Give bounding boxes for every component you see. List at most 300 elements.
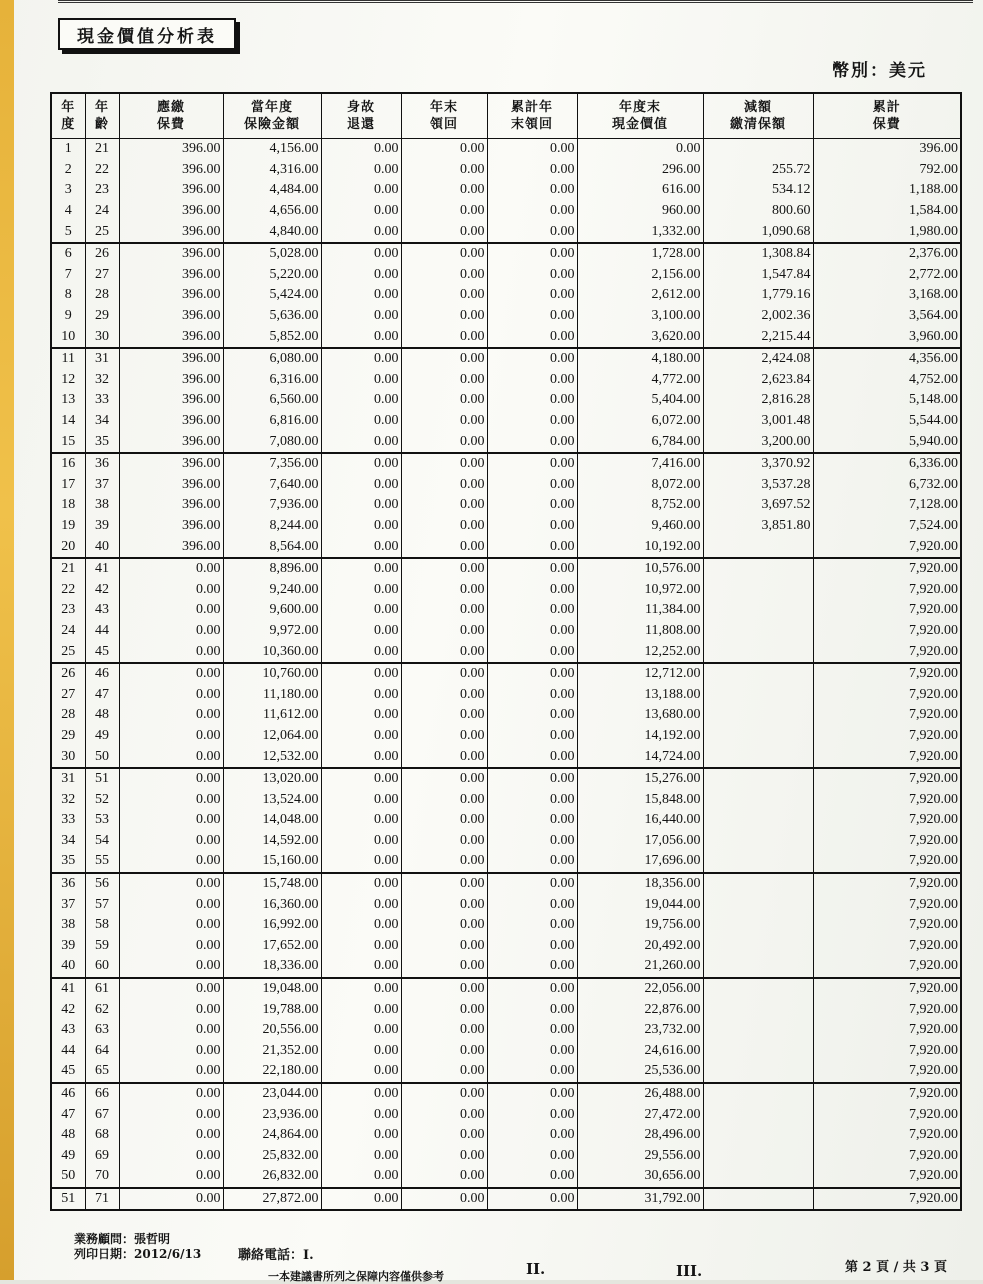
cell-age: 44: [85, 621, 119, 642]
col-header-year-end-payout: 年末 領回: [401, 93, 487, 139]
cell-cash-value: 14,192.00: [577, 726, 703, 747]
cell-cash-value: 27,472.00: [577, 1104, 703, 1125]
binder-edge: [0, 0, 14, 1280]
cell-age: 58: [85, 915, 119, 936]
cell-age: 56: [85, 873, 119, 895]
cell-cumulative-payout: 0.00: [487, 956, 577, 978]
cell-year: 13: [51, 390, 85, 411]
cell-cumulative-payout: 0.00: [487, 663, 577, 685]
col-header-cumulative-payout: 累計年 末領回: [487, 93, 577, 139]
cell-year: 28: [51, 705, 85, 726]
cell-cumulative-payout: 0.00: [487, 370, 577, 391]
cell-sum-insured: 16,992.00: [223, 915, 321, 936]
cell-cumulative-premium: 6,336.00: [813, 453, 961, 475]
cell-year: 43: [51, 1020, 85, 1041]
cell-reduced-paid-up: [703, 956, 813, 978]
cell-sum-insured: 19,788.00: [223, 999, 321, 1020]
cell-cumulative-premium: 2,376.00: [813, 243, 961, 265]
cell-year: 32: [51, 789, 85, 810]
table-row: [51, 160, 961, 181]
cell-year-end-payout: 0.00: [401, 936, 487, 957]
cell-year: 3: [51, 180, 85, 201]
cell-sum-insured: 19,048.00: [223, 978, 321, 1000]
cell-death-refund: 0.00: [321, 978, 401, 1000]
cell-reduced-paid-up: 3,200.00: [703, 431, 813, 453]
cell-year-end-payout: 0.00: [401, 326, 487, 348]
cell-premium-due: 396.00: [119, 139, 223, 160]
cell-age: 38: [85, 495, 119, 516]
cell-cumulative-payout: 0.00: [487, 810, 577, 831]
cell-age: 32: [85, 370, 119, 391]
cell-age: 47: [85, 684, 119, 705]
cell-cash-value: 0.00: [577, 139, 703, 160]
table-row: [51, 1020, 961, 1041]
cell-cumulative-premium: 7,920.00: [813, 641, 961, 663]
cell-death-refund: 0.00: [321, 160, 401, 181]
cell-death-refund: 0.00: [321, 348, 401, 370]
cell-year-end-payout: 0.00: [401, 915, 487, 936]
cell-reduced-paid-up: 1,308.84: [703, 243, 813, 265]
cell-premium-due: 0.00: [119, 810, 223, 831]
cell-cash-value: 30,656.00: [577, 1166, 703, 1188]
cell-age: 63: [85, 1020, 119, 1041]
cell-death-refund: 0.00: [321, 831, 401, 852]
table-row: [51, 746, 961, 768]
cell-year: 10: [51, 326, 85, 348]
cell-reduced-paid-up: [703, 663, 813, 685]
cell-cash-value: 24,616.00: [577, 1041, 703, 1062]
cell-cumulative-payout: 0.00: [487, 243, 577, 265]
cell-age: 23: [85, 180, 119, 201]
cell-cumulative-premium: 7,920.00: [813, 600, 961, 621]
cell-cash-value: 11,384.00: [577, 600, 703, 621]
cell-cumulative-premium: 7,920.00: [813, 768, 961, 790]
cell-year-end-payout: 0.00: [401, 411, 487, 432]
cell-sum-insured: 8,896.00: [223, 558, 321, 580]
cell-cumulative-premium: 7,920.00: [813, 579, 961, 600]
cell-premium-due: 0.00: [119, 600, 223, 621]
table-row: [51, 851, 961, 873]
cell-reduced-paid-up: [703, 746, 813, 768]
cell-reduced-paid-up: [703, 915, 813, 936]
cell-year: 16: [51, 453, 85, 475]
cell-cumulative-premium: 792.00: [813, 160, 961, 181]
cell-premium-due: 396.00: [119, 180, 223, 201]
cell-year: 22: [51, 579, 85, 600]
cell-cash-value: 26,488.00: [577, 1083, 703, 1105]
table-row: [51, 221, 961, 243]
cell-cash-value: 25,536.00: [577, 1061, 703, 1083]
table-row: [51, 978, 961, 1000]
cell-sum-insured: 22,180.00: [223, 1061, 321, 1083]
cell-year: 25: [51, 641, 85, 663]
cell-cumulative-premium: 7,920.00: [813, 936, 961, 957]
cell-year: 45: [51, 1061, 85, 1083]
cell-age: 27: [85, 265, 119, 286]
cell-death-refund: 0.00: [321, 1166, 401, 1188]
cell-cumulative-payout: 0.00: [487, 1146, 577, 1167]
table-row: [51, 936, 961, 957]
cell-cumulative-payout: 0.00: [487, 201, 577, 222]
cell-year: 34: [51, 831, 85, 852]
cell-premium-due: 396.00: [119, 390, 223, 411]
cell-sum-insured: 6,316.00: [223, 370, 321, 391]
cell-cumulative-payout: 0.00: [487, 831, 577, 852]
cell-sum-insured: 10,360.00: [223, 641, 321, 663]
cell-year: 39: [51, 936, 85, 957]
cell-year-end-payout: 0.00: [401, 139, 487, 160]
cell-age: 55: [85, 851, 119, 873]
cell-year-end-payout: 0.00: [401, 1188, 487, 1211]
cell-cumulative-payout: 0.00: [487, 915, 577, 936]
cell-cumulative-premium: 7,920.00: [813, 999, 961, 1020]
cell-reduced-paid-up: [703, 851, 813, 873]
cell-cumulative-payout: 0.00: [487, 348, 577, 370]
cell-cumulative-payout: 0.00: [487, 431, 577, 453]
cell-cash-value: 296.00: [577, 160, 703, 181]
cell-cumulative-payout: 0.00: [487, 641, 577, 663]
cell-death-refund: 0.00: [321, 180, 401, 201]
cell-age: 37: [85, 475, 119, 496]
col-header-cash-value: 年度末 現金價值: [577, 93, 703, 139]
cell-cumulative-premium: 1,980.00: [813, 221, 961, 243]
cell-cash-value: 18,356.00: [577, 873, 703, 895]
cell-premium-due: 396.00: [119, 306, 223, 327]
cell-reduced-paid-up: 1,090.68: [703, 221, 813, 243]
cell-age: 46: [85, 663, 119, 685]
cell-sum-insured: 23,044.00: [223, 1083, 321, 1105]
cell-premium-due: 0.00: [119, 1083, 223, 1105]
cell-cash-value: 20,492.00: [577, 936, 703, 957]
table-row: [51, 726, 961, 747]
cell-cash-value: 17,056.00: [577, 831, 703, 852]
cell-premium-due: 396.00: [119, 348, 223, 370]
table-row: [51, 1146, 961, 1167]
cell-premium-due: 0.00: [119, 1188, 223, 1211]
cell-reduced-paid-up: [703, 936, 813, 957]
cell-cumulative-payout: 0.00: [487, 726, 577, 747]
cell-cumulative-premium: 7,920.00: [813, 1061, 961, 1083]
table-row: [51, 915, 961, 936]
cell-premium-due: 396.00: [119, 536, 223, 558]
table-row: [51, 285, 961, 306]
table-row: [51, 641, 961, 663]
table-row: [51, 789, 961, 810]
cell-cash-value: 9,460.00: [577, 516, 703, 537]
table-row: [51, 1125, 961, 1146]
cell-death-refund: 0.00: [321, 558, 401, 580]
cell-sum-insured: 23,936.00: [223, 1104, 321, 1125]
cell-cumulative-payout: 0.00: [487, 221, 577, 243]
cell-year-end-payout: 0.00: [401, 621, 487, 642]
cell-age: 68: [85, 1125, 119, 1146]
cell-reduced-paid-up: 2,215.44: [703, 326, 813, 348]
cell-reduced-paid-up: [703, 1104, 813, 1125]
cell-year-end-payout: 0.00: [401, 180, 487, 201]
cell-year: 30: [51, 746, 85, 768]
cell-age: 33: [85, 390, 119, 411]
cell-death-refund: 0.00: [321, 1146, 401, 1167]
cell-age: 43: [85, 600, 119, 621]
cell-death-refund: 0.00: [321, 495, 401, 516]
cell-year: 12: [51, 370, 85, 391]
cell-year: 41: [51, 978, 85, 1000]
cell-premium-due: 0.00: [119, 978, 223, 1000]
cell-cumulative-premium: 7,920.00: [813, 1041, 961, 1062]
cell-year-end-payout: 0.00: [401, 579, 487, 600]
cell-cash-value: 4,180.00: [577, 348, 703, 370]
cell-reduced-paid-up: [703, 558, 813, 580]
cell-year-end-payout: 0.00: [401, 221, 487, 243]
cell-cumulative-premium: 6,732.00: [813, 475, 961, 496]
cell-cumulative-premium: 7,920.00: [813, 1020, 961, 1041]
cell-death-refund: 0.00: [321, 306, 401, 327]
cell-cumulative-premium: 7,920.00: [813, 684, 961, 705]
table-row: [51, 768, 961, 790]
cell-year: 35: [51, 851, 85, 873]
cell-cumulative-payout: 0.00: [487, 1020, 577, 1041]
cell-year: 20: [51, 536, 85, 558]
cell-age: 30: [85, 326, 119, 348]
cell-year-end-payout: 0.00: [401, 1083, 487, 1105]
table-row: [51, 705, 961, 726]
cell-cumulative-payout: 0.00: [487, 705, 577, 726]
cell-year: 48: [51, 1125, 85, 1146]
cell-sum-insured: 26,832.00: [223, 1166, 321, 1188]
cell-sum-insured: 11,612.00: [223, 705, 321, 726]
cell-cash-value: 22,056.00: [577, 978, 703, 1000]
page-indicator: 第 2 頁 / 共 3 頁: [845, 1260, 947, 1275]
cell-sum-insured: 18,336.00: [223, 956, 321, 978]
cell-reduced-paid-up: 3,851.80: [703, 516, 813, 537]
cell-sum-insured: 6,560.00: [223, 390, 321, 411]
table-row: [51, 684, 961, 705]
cell-age: 70: [85, 1166, 119, 1188]
cell-year-end-payout: 0.00: [401, 516, 487, 537]
cell-year: 17: [51, 475, 85, 496]
cell-premium-due: 396.00: [119, 221, 223, 243]
cell-age: 24: [85, 201, 119, 222]
cell-reduced-paid-up: [703, 873, 813, 895]
cell-reduced-paid-up: [703, 621, 813, 642]
cell-death-refund: 0.00: [321, 1061, 401, 1083]
cell-cumulative-premium: 7,920.00: [813, 789, 961, 810]
cell-cumulative-premium: 7,920.00: [813, 915, 961, 936]
cell-sum-insured: 13,524.00: [223, 789, 321, 810]
cell-sum-insured: 14,592.00: [223, 831, 321, 852]
cell-age: 48: [85, 705, 119, 726]
cell-year: 14: [51, 411, 85, 432]
cell-death-refund: 0.00: [321, 1083, 401, 1105]
cell-cash-value: 3,620.00: [577, 326, 703, 348]
cell-death-refund: 0.00: [321, 1188, 401, 1211]
cell-age: 35: [85, 431, 119, 453]
cell-year-end-payout: 0.00: [401, 831, 487, 852]
cell-year: 8: [51, 285, 85, 306]
cell-premium-due: 0.00: [119, 768, 223, 790]
cell-year-end-payout: 0.00: [401, 684, 487, 705]
cell-cumulative-payout: 0.00: [487, 768, 577, 790]
cell-reduced-paid-up: [703, 768, 813, 790]
cell-age: 67: [85, 1104, 119, 1125]
cell-cash-value: 31,792.00: [577, 1188, 703, 1211]
cell-premium-due: 0.00: [119, 1020, 223, 1041]
cell-sum-insured: 4,840.00: [223, 221, 321, 243]
page-title: 現金價值分析表: [58, 18, 236, 50]
cell-death-refund: 0.00: [321, 705, 401, 726]
cell-reduced-paid-up: 800.60: [703, 201, 813, 222]
cell-death-refund: 0.00: [321, 390, 401, 411]
cell-death-refund: 0.00: [321, 663, 401, 685]
cell-cash-value: 14,724.00: [577, 746, 703, 768]
cell-year-end-payout: 0.00: [401, 600, 487, 621]
cell-death-refund: 0.00: [321, 851, 401, 873]
cell-year: 15: [51, 431, 85, 453]
table-row: [51, 999, 961, 1020]
cell-cumulative-payout: 0.00: [487, 1041, 577, 1062]
cell-reduced-paid-up: 1,547.84: [703, 265, 813, 286]
cell-cumulative-premium: 5,544.00: [813, 411, 961, 432]
cell-cumulative-premium: 7,920.00: [813, 558, 961, 580]
cell-year: 24: [51, 621, 85, 642]
cell-cumulative-premium: 7,920.00: [813, 1188, 961, 1211]
cell-death-refund: 0.00: [321, 411, 401, 432]
cell-cash-value: 3,100.00: [577, 306, 703, 327]
table-row: [51, 810, 961, 831]
cell-death-refund: 0.00: [321, 726, 401, 747]
cell-premium-due: 0.00: [119, 579, 223, 600]
table-row: [51, 475, 961, 496]
cell-age: 71: [85, 1188, 119, 1211]
cell-year: 5: [51, 221, 85, 243]
cell-premium-due: 0.00: [119, 558, 223, 580]
cell-year: 29: [51, 726, 85, 747]
cell-year: 36: [51, 873, 85, 895]
cell-cash-value: 1,728.00: [577, 243, 703, 265]
cell-year-end-payout: 0.00: [401, 558, 487, 580]
cell-reduced-paid-up: 3,370.92: [703, 453, 813, 475]
cell-cumulative-payout: 0.00: [487, 516, 577, 537]
cell-cash-value: 17,696.00: [577, 851, 703, 873]
cell-sum-insured: 8,244.00: [223, 516, 321, 537]
cell-age: 61: [85, 978, 119, 1000]
currency-label: 幣別：美元: [832, 61, 927, 81]
cell-cash-value: 7,416.00: [577, 453, 703, 475]
cell-sum-insured: 10,760.00: [223, 663, 321, 685]
cell-premium-due: 0.00: [119, 746, 223, 768]
cell-age: 45: [85, 641, 119, 663]
cell-premium-due: 0.00: [119, 684, 223, 705]
table-row: [51, 1104, 961, 1125]
cell-cumulative-premium: 5,940.00: [813, 431, 961, 453]
table-row: [51, 956, 961, 978]
cell-premium-due: 0.00: [119, 1041, 223, 1062]
cell-death-refund: 0.00: [321, 431, 401, 453]
cell-reduced-paid-up: [703, 1146, 813, 1167]
cell-cumulative-payout: 0.00: [487, 894, 577, 915]
cell-death-refund: 0.00: [321, 265, 401, 286]
cell-cumulative-premium: 7,920.00: [813, 873, 961, 895]
cell-age: 41: [85, 558, 119, 580]
cell-cash-value: 12,712.00: [577, 663, 703, 685]
cell-premium-due: 396.00: [119, 495, 223, 516]
cell-reduced-paid-up: [703, 1041, 813, 1062]
cell-reduced-paid-up: 2,002.36: [703, 306, 813, 327]
cell-cumulative-payout: 0.00: [487, 285, 577, 306]
cell-age: 53: [85, 810, 119, 831]
cell-cash-value: 11,808.00: [577, 621, 703, 642]
contact-mark-iii: III.: [676, 1262, 703, 1280]
cell-reduced-paid-up: [703, 1083, 813, 1105]
cell-year-end-payout: 0.00: [401, 160, 487, 181]
table-row: [51, 390, 961, 411]
cell-cumulative-premium: 7,920.00: [813, 1146, 961, 1167]
cell-year-end-payout: 0.00: [401, 1125, 487, 1146]
cell-reduced-paid-up: [703, 1061, 813, 1083]
cell-premium-due: 0.00: [119, 1125, 223, 1146]
table-row: [51, 1041, 961, 1062]
cell-reduced-paid-up: [703, 999, 813, 1020]
cell-sum-insured: 4,484.00: [223, 180, 321, 201]
cell-premium-due: 0.00: [119, 851, 223, 873]
table-row: [51, 621, 961, 642]
cell-year: 38: [51, 915, 85, 936]
cell-year-end-payout: 0.00: [401, 789, 487, 810]
cell-sum-insured: 13,020.00: [223, 768, 321, 790]
cell-age: 25: [85, 221, 119, 243]
cell-year: 37: [51, 894, 85, 915]
cell-cash-value: 19,756.00: [577, 915, 703, 936]
cell-cumulative-payout: 0.00: [487, 684, 577, 705]
cell-year: 11: [51, 348, 85, 370]
cell-cumulative-payout: 0.00: [487, 579, 577, 600]
table-row: [51, 1083, 961, 1105]
cell-premium-due: 0.00: [119, 999, 223, 1020]
cell-year-end-payout: 0.00: [401, 999, 487, 1020]
cell-age: 50: [85, 746, 119, 768]
cell-year-end-payout: 0.00: [401, 1146, 487, 1167]
cell-cumulative-premium: 7,920.00: [813, 810, 961, 831]
cell-premium-due: 396.00: [119, 201, 223, 222]
cell-year-end-payout: 0.00: [401, 475, 487, 496]
cell-year: 19: [51, 516, 85, 537]
cell-age: 66: [85, 1083, 119, 1105]
cell-cumulative-premium: 7,920.00: [813, 978, 961, 1000]
cell-age: 39: [85, 516, 119, 537]
cell-cumulative-premium: 7,920.00: [813, 851, 961, 873]
cell-premium-due: 0.00: [119, 894, 223, 915]
cell-death-refund: 0.00: [321, 221, 401, 243]
cell-reduced-paid-up: [703, 536, 813, 558]
cell-year-end-payout: 0.00: [401, 894, 487, 915]
cell-premium-due: 396.00: [119, 160, 223, 181]
cell-death-refund: 0.00: [321, 600, 401, 621]
cell-cash-value: 23,732.00: [577, 1020, 703, 1041]
table-row: [51, 370, 961, 391]
table-row: [51, 663, 961, 685]
cell-cumulative-payout: 0.00: [487, 1104, 577, 1125]
cell-premium-due: 0.00: [119, 641, 223, 663]
cell-age: 54: [85, 831, 119, 852]
cell-cash-value: 16,440.00: [577, 810, 703, 831]
cell-cumulative-payout: 0.00: [487, 558, 577, 580]
cell-cumulative-payout: 0.00: [487, 475, 577, 496]
cell-reduced-paid-up: 2,816.28: [703, 390, 813, 411]
cell-year: 6: [51, 243, 85, 265]
cell-cumulative-premium: 4,356.00: [813, 348, 961, 370]
cell-year-end-payout: 0.00: [401, 348, 487, 370]
cell-premium-due: 396.00: [119, 516, 223, 537]
